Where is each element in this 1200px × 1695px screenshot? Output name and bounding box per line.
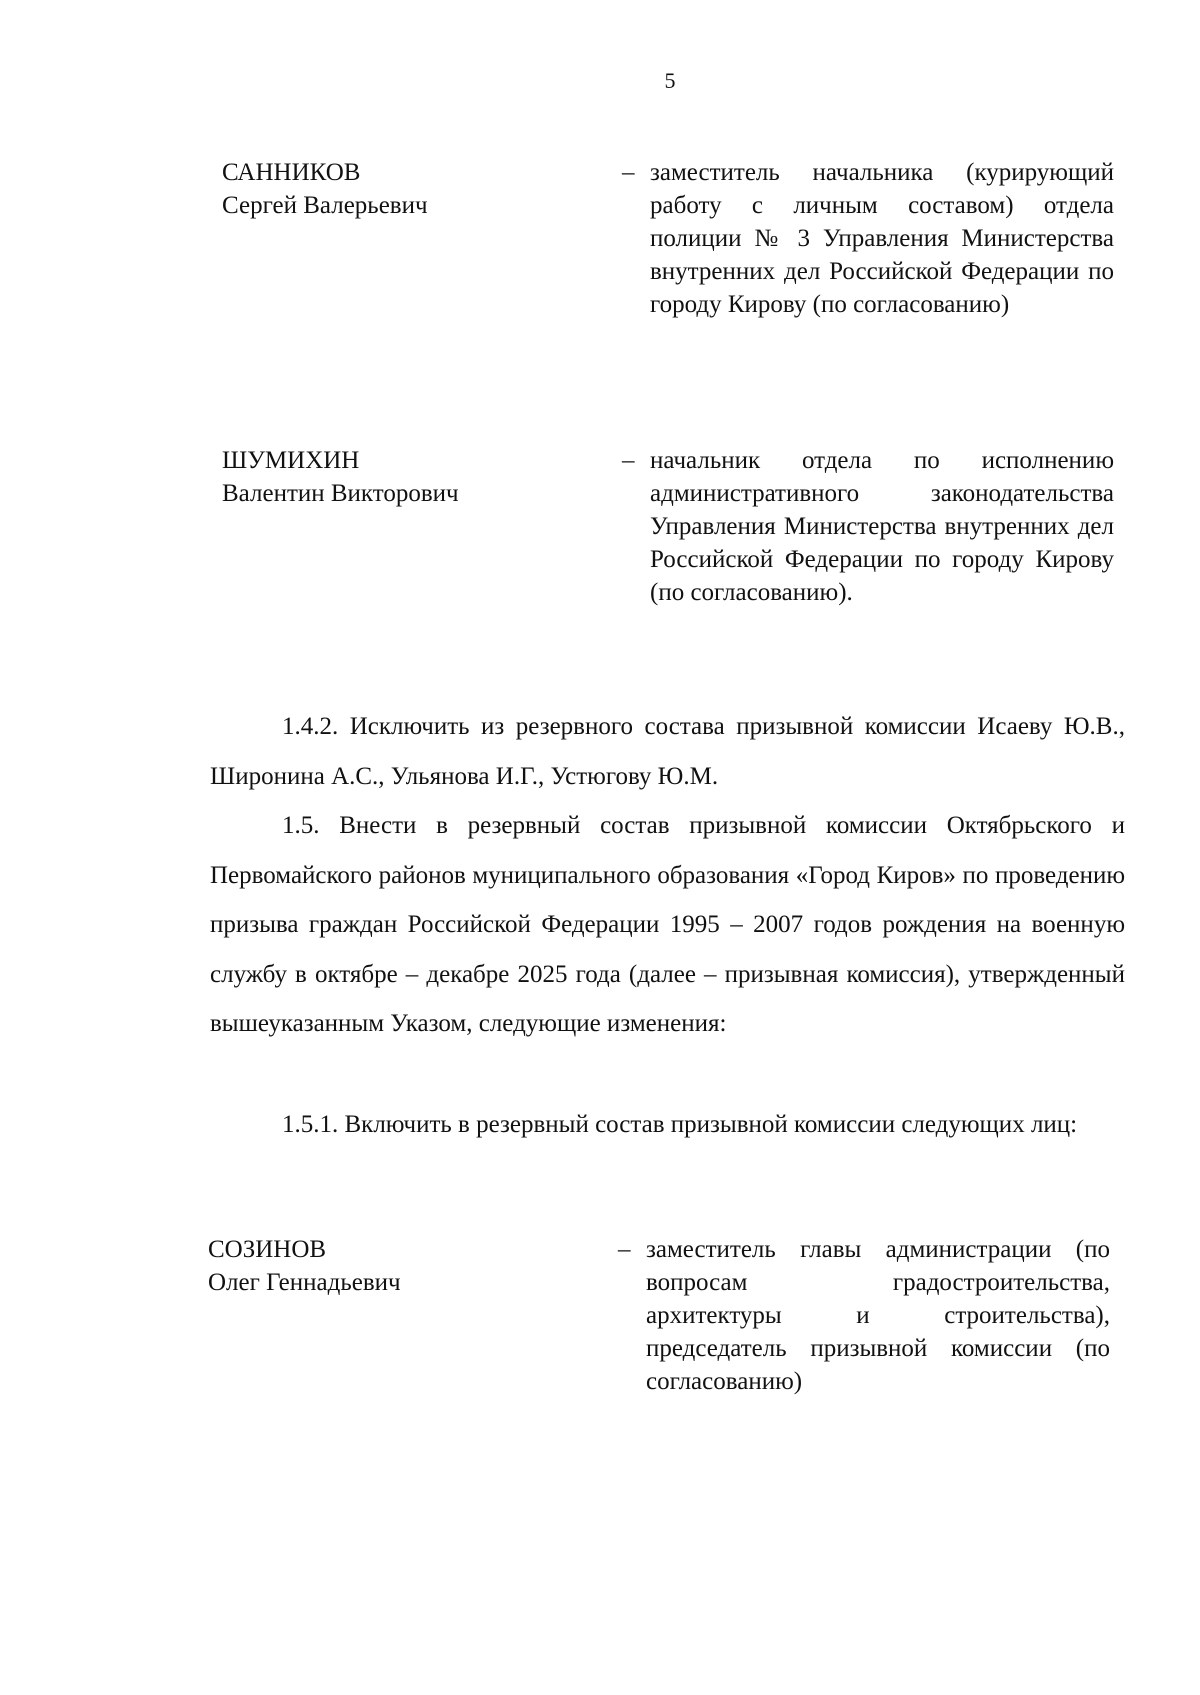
member-name [222, 156, 602, 222]
dash-separator: – [618, 1236, 631, 1263]
member-given-names: Сергей Валерьевич [222, 192, 428, 219]
member-given-names: Валентин Викторович [222, 480, 459, 507]
paragraph-1-5: 1.5. Внести в резервный состав призывной комиссии Октябрьского и Первомайского районов муниципального образования «Город Киров» по проведению призыва граждан Российской Федерации 1995 – 2007 годов рождения на военную службу в октябре – декабре 2025 года (далее – призывная комиссия), утвержденный вышеуказанным Указом, следующие изменения: [210, 812, 1125, 1037]
member-name [208, 1233, 588, 1299]
member-role: заместитель начальника (курирующий работу с личным составом) отдела полиции № 3 Управления Министерства внутренних дел Российской Федерации по городу Кирову (по согласованию) [650, 159, 1114, 318]
member-name [222, 444, 602, 510]
member-given-names: Олег Геннадьевич [208, 1269, 401, 1296]
member-role: заместитель главы администрации (по вопросам градостроительства, архитектуры и строительства), председатель призывной комиссии (по согласованию) [646, 1236, 1110, 1395]
paragraph-1-5-1: 1.5.1. Включить в резервный состав призывной комиссии следующих лиц: [282, 1111, 1078, 1138]
dash-separator: – [622, 159, 635, 186]
member-role: начальник отдела по исполнению административного законодательства Управления Министерства внутренних дел Российской Федерации по городу Кирову (по согласованию). [650, 447, 1114, 606]
member-surname: ШУМИХИН [222, 447, 360, 474]
member-surname: СОЗИНОВ [208, 1236, 327, 1263]
dash-separator: – [622, 447, 635, 474]
paragraph-1-4-2: 1.4.2. Исключить из резервного состава призывной комиссии Исаеву Ю.В., Широнина А.С., Ульянова И.Г., Устюгову Ю.М. [210, 713, 1125, 790]
page-number: 5 [664, 68, 676, 93]
member-surname: САННИКОВ [222, 159, 361, 186]
